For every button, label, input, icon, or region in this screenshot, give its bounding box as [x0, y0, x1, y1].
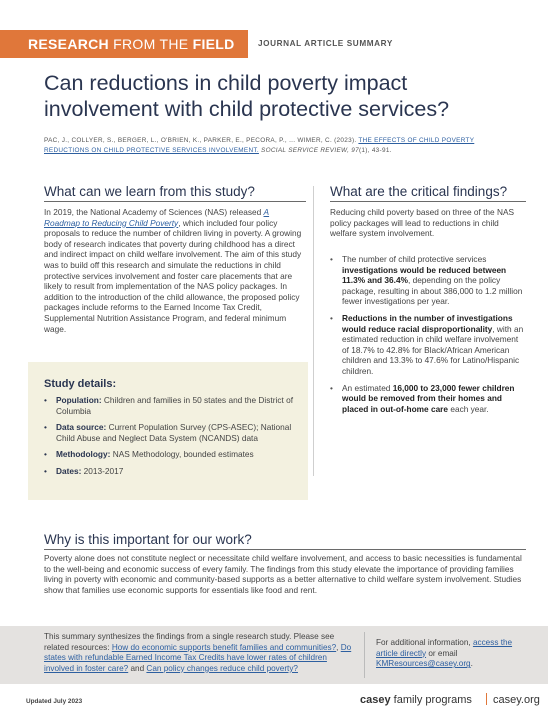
study-details-heading: Study details:	[44, 378, 117, 390]
finding-removals: • An estimated 16,000 to 23,000 fewer children would be removed from their homes and placed in out-of-home care each year.	[330, 383, 526, 415]
casey-logo: casey family programs	[360, 694, 472, 706]
resource-link-policy-changes[interactable]: Can policy changes reduce child poverty?	[146, 663, 298, 673]
related-resources: This summary synthesizes the findings from a single research study. Please see related resources: How do economic supports benefit families and communities?, Do states with refundable Earned Income Tax Credits have lower rates of children involved in foster care? and Can policy changes reduce child poverty?	[44, 632, 352, 673]
learn-heading: What can we learn from this study?	[44, 184, 255, 199]
finding-investigations: • The number of child protective services investigations would be reduced between 11.3% and 36.4%, depending on the policy package, resulting in about 386,000 to 1.2 million fewer investigations per year.	[330, 254, 526, 307]
important-heading-rule	[44, 549, 526, 550]
roadmap-link[interactable]: A Roadmap to Reducing Child Poverty	[44, 207, 270, 228]
findings-heading-rule	[330, 201, 526, 202]
study-details-list	[44, 395, 294, 483]
updated-date: Updated July 2023	[26, 698, 83, 705]
findings-heading: What are the critical findings?	[330, 184, 508, 199]
additional-info: For additional information, access the article directly or email KMResources@casey.org.	[376, 638, 513, 669]
access-article-link[interactable]: access the article directly	[376, 638, 513, 658]
findings-intro: Reducing child poverty based on three of the NAS policy packages will lead to reductions in child welfare system involvement.	[330, 207, 515, 239]
brand-divider	[486, 693, 487, 705]
column-divider	[313, 186, 314, 476]
finding-disproportionality: • Reductions in the number of investigations would reduce racial disproportionality, with an estimated reduction in child welfare involvement of 18.7% to 42.8% for Black/African American children and 13.3% to 47.6% for Latino/Hispanic children.	[330, 313, 526, 377]
study-details-box	[28, 362, 308, 500]
detail-data-source: • Data source: Current Population Survey (CPS-ASEC); National Child Abuse and Neglect Data System (NCANDS) data	[44, 422, 294, 443]
citation: PAC, J., COLLYER, S., BERGER, L., O'BRIEN, K., PARKER, E., PECORA, P., ... WIMER, C. (2023). THE EFFECTS OF CHILD POVERTY REDUCTIONS ON CHILD PROTECTIVE SERVICES INVOLVEMENT. SOCIAL SERVICE REVIEW, 97(1), 43-91.	[44, 137, 475, 154]
detail-dates: • Dates: 2013-2017	[44, 466, 294, 477]
important-paragraph: Poverty alone does not constitute neglect or necessitate child welfare involvement, and access to basic necessities is fundamental to the well-being and economic success of every family. The findings from this study elevate the importance of providing families living in poverty with economic and community-based supports as a better alternative to child welfare system involvement. Studies show that families use economic supports for essentials like food and rent.	[44, 553, 522, 595]
footer-divider	[364, 632, 365, 678]
detail-population: • Population: Children and families in 50 states and the District of Columbia	[44, 395, 294, 416]
research-banner: RESEARCH FROM THE FIELD	[0, 30, 248, 58]
detail-methodology: • Methodology: NAS Methodology, bounded estimates	[44, 449, 294, 460]
page-title: Can reductions in child poverty impact involvement with child protective services?	[44, 71, 450, 121]
resource-link-eitc[interactable]: Do states with refundable Earned Income Tax Credits have lower rates of children involved in foster care?	[44, 642, 352, 673]
learn-heading-rule	[44, 201, 306, 202]
learn-paragraph: In 2019, the National Academy of Sciences (NAS) released A Roadmap to Reducing Child Poverty, which included four policy proposals to reduce the number of children living in poverty. A growing body of research indicates that poverty during childhood has a direct and indirect impact on child welfare involvement. The aim of this study was to build off this research and simulate the reductions in child protective services involvement and foster care placements that are likely to result from implementation of the NAS policy packages. In addition to the introduction of the child allowance, the proposed policy packages include reforms to the Earned Income Tax Credit, Supplemental Nutrition Assistance Program, and federal minimum wage.	[44, 207, 302, 334]
website-link[interactable]: casey.org	[493, 694, 540, 706]
findings-list	[330, 254, 526, 420]
email-link[interactable]: KMResources@casey.org	[376, 659, 471, 669]
resource-link-economic-supports[interactable]: How do economic supports benefit families and communities?	[111, 642, 337, 652]
summary-tag: JOURNAL ARTICLE SUMMARY	[258, 39, 393, 48]
article-link[interactable]: THE EFFECTS OF CHILD POVERTY REDUCTIONS ON CHILD PROTECTIVE SERVICES INVOLVEMENT.	[44, 137, 475, 154]
important-heading: Why is this important for our work?	[44, 532, 252, 547]
